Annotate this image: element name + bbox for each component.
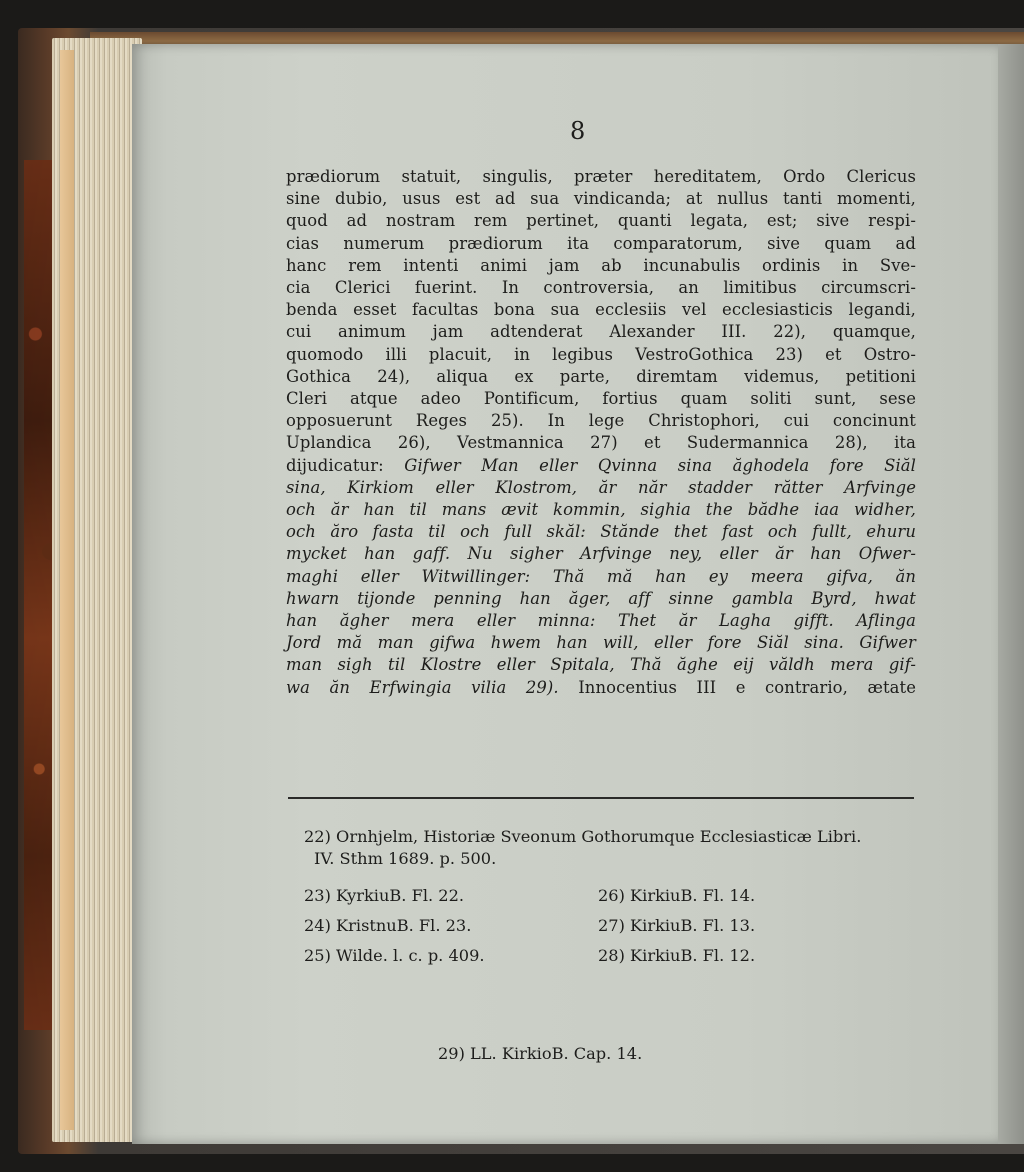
- footnote-row: [304, 946, 924, 976]
- text-line: Uplandica 26), Vestmannica 27) et Sudermannica 28), ita: [286, 433, 916, 453]
- text-line-mixed: [286, 455, 916, 477]
- text-italic: wa ăn Erfwingia vilia 29).: [286, 677, 559, 697]
- footnotes: [304, 826, 924, 1063]
- footnote-29: 29) LL. KirkioB. Cap. 14.: [438, 1044, 643, 1063]
- text-line-italic: Jord mă man gifwa hwem han will, eller fore Siăl sina. Gifwer: [286, 633, 916, 653]
- text-line: quod ad nostram rem pertinet, quanti legata, est; sive respi-: [286, 211, 916, 231]
- footnote-row: [304, 916, 924, 946]
- text-line-italic: mycket han gaff. Nu sigher Arfvinge ney, eller ăr han Ofwer-: [286, 544, 916, 564]
- footnote-divider: [288, 797, 914, 799]
- text-line: hanc rem intenti animi jam ab incunabulis ordinis in Sve-: [286, 255, 916, 275]
- text-italic: Gifwer Man eller Qvinna sina ăghodela fore Siăl: [404, 455, 917, 475]
- footnote-22-line-2: IV. Sthm 1689. p. 500.: [314, 849, 497, 868]
- footnote-28: 28) KirkiuB. Fl. 12.: [598, 946, 756, 965]
- page-right-edge: [998, 44, 1024, 1144]
- text-line-italic: och ăr han til mans ævit kommin, sighia the bădhe iaa widher,: [286, 500, 916, 520]
- footnote-22-line-1: 22) Ornhjelm, Historiæ Sveonum Gothorumque Ecclesiasticæ Libri.: [304, 827, 862, 846]
- main-text: [286, 166, 916, 699]
- page-stack-edge: [60, 50, 74, 1130]
- footnote-row: [304, 886, 924, 916]
- text-line: opposuerunt Reges 25). In lege Christophori, cui concinunt: [286, 411, 916, 431]
- text-line-italic: man sigh til Klostre eller Spitala, Thă ăghe eij văldh mera gif-: [286, 655, 916, 675]
- text-line: Gothica 24), aliqua ex parte, diremtam videmus, petitioni: [286, 366, 916, 386]
- text-line: cia Clerici fuerint. In controversia, an limitibus circumscri-: [286, 278, 916, 298]
- text-line: Cleri atque adeo Pontificum, fortius quam soliti sunt, sese: [286, 389, 916, 409]
- text-roman: Innocentius III e contrario, ætate: [578, 677, 916, 697]
- footnote-23: 23) KyrkiuB. Fl. 22.: [304, 886, 465, 905]
- page-number: 8: [570, 117, 586, 145]
- text-line-italic: maghi eller Witwillinger: Thă mă han ey meera gifva, ăn: [286, 566, 916, 586]
- footnote-26: 26) KirkiuB. Fl. 14.: [598, 886, 756, 905]
- text-line: cui animum jam adtenderat Alexander III. 22), quamque,: [286, 322, 916, 342]
- text-line: cias numerum prædiorum ita comparatorum, sive quam ad: [286, 233, 916, 253]
- text-roman: dijudicatur:: [286, 455, 384, 475]
- text-line-italic: hwarn tijonde penning han ăger, aff sinne gambla Byrd, hwat: [286, 588, 916, 608]
- footnote-grid: [304, 886, 924, 1063]
- text-line: prædiorum statuit, singulis, præter hereditatem, Ordo Clericus: [286, 167, 916, 186]
- text-line: quomodo illi placuit, in legibus VestroGothica 23) et Ostro-: [286, 344, 916, 364]
- text-line-italic: han ăgher mera eller minna: Thet ăr Lagha gifft. Aflinga: [286, 611, 916, 631]
- text-line-italic: och ăro fasta til och full skăl: Stănde thet fast och fullt, ehuru: [286, 522, 916, 542]
- footnote-27: 27) KirkiuB. Fl. 13.: [598, 916, 756, 935]
- text-line: benda esset facultas bona sua ecclesiis vel ecclesiasticis legandi,: [286, 300, 916, 320]
- text-line-italic: sina, Kirkiom eller Klostrom, ăr năr stadder rătter Arfvinge: [286, 477, 916, 497]
- footnote-25: 25) Wilde. l. c. p. 409.: [304, 946, 485, 965]
- text-line-mixed: [286, 677, 916, 699]
- footnote-24: 24) KristnuB. Fl. 23.: [304, 916, 472, 935]
- text-line: sine dubio, usus est ad sua vindicanda; at nullus tanti momenti,: [286, 189, 916, 209]
- footnote-22: [304, 826, 924, 870]
